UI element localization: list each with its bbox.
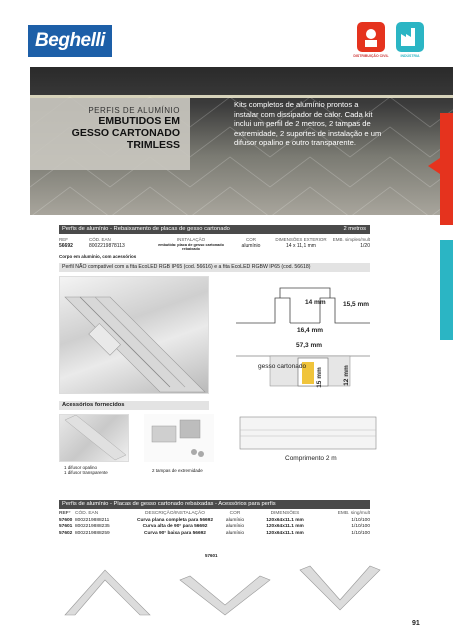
th-description: DESCRIÇÃO/INSTALAÇÃO bbox=[145, 511, 205, 516]
industry-label: INDÚSTRIA bbox=[400, 54, 420, 58]
distribution-civil-label: DISTRIBUIÇÃO CIVIL bbox=[353, 54, 389, 58]
cell-description: Curva plana completa para 56692 bbox=[137, 517, 213, 523]
product-ref: 56692 bbox=[59, 243, 73, 249]
cell-packaging: 1/10/100 bbox=[351, 530, 370, 536]
dim-14mm: 14 mm bbox=[305, 299, 326, 306]
accessories-table bbox=[59, 511, 370, 537]
dim-15-5mm: 15,5 mm bbox=[343, 301, 370, 308]
hero-title-line-3: TRIMLESS bbox=[126, 139, 180, 151]
header-dimensions: DIMENSÕES EXTERIOR bbox=[275, 237, 327, 242]
compatibility-note: Perfil NÃO compatível com a fita EcoLED RGB IP65 (cod. 56616) e a fita EcoLED RGBW IP65 (cod. 56618) bbox=[59, 263, 370, 272]
product-ean: 8002219878113 bbox=[89, 243, 125, 249]
cell-description: Curva 90° baixa para 56692 bbox=[144, 530, 206, 536]
hero-title-panel bbox=[30, 98, 190, 170]
beghelli-logo: Beghelli bbox=[28, 25, 112, 57]
hero-description: Kits completos de alumínio prontos a instalar com dissipador de calor. Cada kit inclui um perfil de 2 metros, 2 tampas de extremidade, 2 suportes de instalação e um difusor opalino e outro transparente. bbox=[234, 100, 382, 148]
factory-icon bbox=[396, 22, 424, 52]
dim-16-4mm: 16,4 mm bbox=[297, 327, 324, 334]
profile-length-drawing bbox=[238, 412, 380, 457]
red-tab-pointer bbox=[428, 158, 440, 174]
corner-pieces-photo bbox=[60, 560, 390, 618]
distribution-civil-badge-icon bbox=[357, 22, 385, 52]
dim-57-3mm: 57,3 mm bbox=[296, 342, 323, 349]
th-dimensions: DIMENSÕES bbox=[270, 511, 300, 516]
header-packaging: EMB. simples/mult bbox=[332, 237, 370, 242]
cell-dimensions: 120x64x11.1 mm bbox=[266, 524, 304, 529]
worker-icon bbox=[357, 22, 385, 52]
cell-description: Curva alta de 90° para 56692 bbox=[142, 524, 208, 529]
header-ref: REF bbox=[59, 237, 68, 242]
dim-12mm: 12 mm bbox=[342, 365, 350, 386]
cell-ref: 57602 bbox=[59, 530, 73, 536]
cell-dimensions: 120x64x11.1 mm bbox=[266, 530, 304, 536]
red-side-tab bbox=[440, 113, 453, 225]
cell-color: alumínio bbox=[225, 524, 245, 529]
hero-title-line-1: EMBUTIDOS EM bbox=[98, 115, 180, 127]
section2-title: Perfis de alumínio - Placas de gesso cartonado rebaixadas - Acessórios para perfis bbox=[62, 501, 276, 507]
header-ean: CÓD. EAN bbox=[89, 237, 111, 242]
header-color: COR bbox=[246, 237, 256, 242]
cell-color: alumínio bbox=[225, 530, 245, 536]
cell-ean: 8002219888259 bbox=[75, 530, 110, 536]
page-number: 91 bbox=[412, 620, 420, 627]
product-color: alumínio bbox=[241, 243, 261, 249]
cell-ean: 8002219888235 bbox=[75, 524, 110, 529]
diffuser-opal: 1 difusor opalino bbox=[64, 465, 98, 470]
cell-ref: 57601 bbox=[59, 524, 73, 529]
diffuser-drawing bbox=[60, 415, 130, 463]
section1-length: 2 metros bbox=[343, 226, 366, 232]
section1-note: Corpo em alumínio, com acessórios bbox=[59, 254, 137, 259]
accessories-title: Acessórios fornecidos bbox=[59, 401, 209, 410]
diffuser-transparent: 1 difusor transparente bbox=[64, 470, 108, 475]
drywall-label: gesso cartonado bbox=[258, 363, 307, 370]
endcap-photo bbox=[144, 414, 214, 462]
endcap-drawing bbox=[144, 414, 214, 462]
length-label: Comprimento 2 m bbox=[285, 455, 337, 462]
corner-photo-label: 57601 bbox=[205, 553, 218, 558]
th-ean: CÓD. EAN bbox=[75, 511, 99, 516]
endcap-caption: 2 tampas de extremidade bbox=[152, 468, 203, 473]
cell-dimensions: 120x64x11.1 mm bbox=[266, 517, 304, 523]
profile-drawing bbox=[60, 277, 210, 395]
th-color: COR bbox=[229, 511, 241, 516]
th-ref: REF° bbox=[59, 511, 71, 516]
cell-packaging: 1/10/100 bbox=[351, 524, 370, 529]
dim-15mm: 15 mm bbox=[315, 367, 323, 388]
section1-title-bar bbox=[59, 225, 370, 234]
cell-color: alumínio bbox=[225, 517, 245, 523]
hero-title-line-2: GESSO CARTONADO bbox=[71, 127, 180, 139]
th-packaging: EMB. sing/mult bbox=[337, 511, 370, 516]
profile-photo bbox=[59, 276, 209, 394]
section1-title: Perfis de alumínio - Rebaixamento de placas de gesso cartonado bbox=[62, 226, 230, 232]
product-dimensions: 14 x 11,1 mm bbox=[286, 243, 316, 249]
header-installation: INSTALAÇÃO bbox=[176, 237, 206, 242]
product-installation: embutida: placa de gesso cartonado rebaixado bbox=[158, 243, 224, 251]
section1-product-row bbox=[59, 243, 370, 251]
product-packaging: 1/20 bbox=[360, 243, 370, 249]
cell-ref: 57600 bbox=[59, 517, 73, 523]
cell-packaging: 1/10/100 bbox=[351, 517, 370, 523]
diffuser-photo bbox=[59, 414, 129, 462]
section1-header-row bbox=[59, 237, 370, 242]
blue-side-tab bbox=[440, 240, 453, 340]
industry-badge-icon bbox=[396, 22, 424, 52]
table-row bbox=[59, 531, 370, 538]
diffuser-caption bbox=[64, 465, 134, 475]
section2-title-bar bbox=[59, 500, 370, 509]
hero-subtitle: PERFIS DE ALUMÍNIO bbox=[88, 106, 180, 115]
cell-ean: 8002219888211 bbox=[75, 517, 110, 523]
